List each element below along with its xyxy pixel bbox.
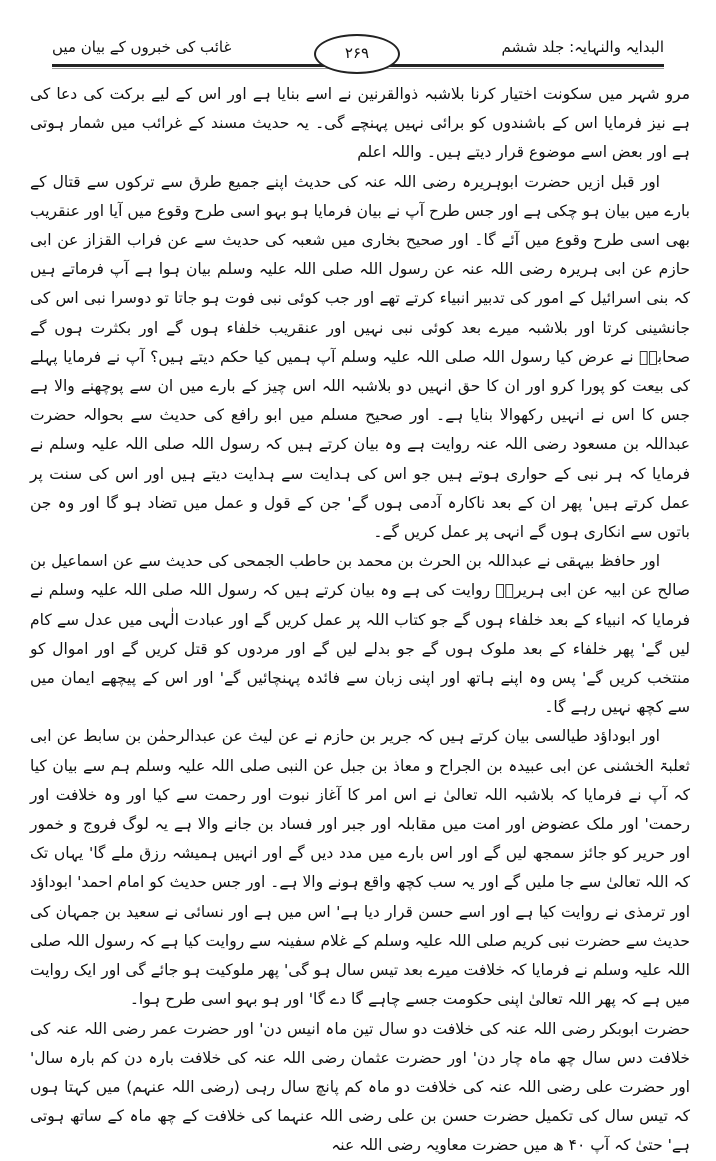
section-title: غائب کی خبروں کے بیان میں xyxy=(52,38,232,56)
page-body xyxy=(30,80,690,1161)
paragraph: اور حافظ بیہقی نے عبداللہ بن الحرث بن محمد بن حاطب الجمحی کی حدیث سے عن اسماعیل بن صالح عن ابیہ عن ابی ہریرہؓ روایت کی ہے وہ بیان کرتے ہیں کہ رسول اللہ صلی اللہ علیہ وسلم نے فرمایا کہ انبیاء کے بعد خلفاء ہوں گے جو کتاب اللہ پر عمل کریں گے اور عبادت الٰہی میں عدل سے کام لیں گے' پھر خلفاء کے بعد ملوک ہوں گے جو بدلے لیں گے اور مردوں کو قتل کریں گے اور اموال کو منتخب کریں گے' پس وہ اپنے ہاتھ اور اپنی زبان سے فائدہ پہنچائیں گے' اور اس کے پیچھے ایمان میں سے کچھ نہیں رہے گا۔ xyxy=(30,552,690,717)
paragraph: اور قبل ازیں حضرت ابوہریرہ رضی اللہ عنہ کی حدیث اپنے جمیع طرق سے ترکوں سے قتال کے بارے میں بیان ہو چکی ہے اور جس طرح آپ نے بیان فرمایا ہو بہو اسی طرح وقوع میں آیا اور عنقریب بھی اسی طرح وقوع میں آئے گا۔ اور صحیح بخاری میں شعبہ کی حدیث سے عن فراب القزاز عن ابی حازم عن ابی ہریرہ رضی اللہ عنہ عن رسول اللہ صلی اللہ علیہ وسلم بیان ہوا ہے آپ فرماتے ہیں کہ بنی اسرائیل کے امور کی تدبیر انبیاء کرتے تھے اور جب کوئی نبی فوت ہو جاتا تو دوسرا نبی اس کی جانشینی کرتا اور بلاشبہ میرے بعد کوئی نبی نہیں اور عنقریب خلفاء ہوں گے اور بکثرت ہوں گے صحابہؓ نے عرض کیا رسول اللہ صلی اللہ علیہ وسلم آپ ہمیں کیا حکم دیتے ہیں؟ آپ نے فرمایا پہلے کی بیعت کو پورا کرو اور ان کا حق انہیں دو بلاشبہ اللہ اس چیز کے بارے میں ان سے پوچھنے والا ہے جس کا اس نے انہیں رکھوالا بنایا ہے۔ اور صحیح مسلم میں ابو رافع کی حدیث سے بحوالہ حضرت عبداللہ بن مسعود رضی اللہ عنہ روایت ہے وہ بیان کرتے ہیں کہ رسول اللہ صلی اللہ علیہ وسلم نے فرمایا کہ ہر نبی کے حواری ہوتے ہیں جو اس کی ہدایت سے ہدایت دیتے ہیں اور اس کی سنت پر عمل کرتے ہیں' پھر ان کے بعد ناکارہ آدمی ہوں گے' جن کے قول و عمل میں تضاد ہو گا اور وہ جن باتوں سے انکاری ہوں گے انہی پر عمل کریں گے۔ xyxy=(30,172,691,542)
page-header xyxy=(52,34,664,70)
page-number: ۲۶۹ xyxy=(314,34,400,74)
paragraph: مرو شہر میں سکونت اختیار کرنا بلاشبہ ذوالقرنین نے اسے بنایا ہے اور اس کے لیے برکت کی دعا کی ہے نیز فرمایا اس کے باشندوں کو برائی نہیں پہنچے گی۔ یہ حدیث مسند کے غرائب میں شمار ہوتی ہے اور بعض اسے موضوع قرار دیتے ہیں۔ واللہ اعلم xyxy=(30,85,690,162)
paragraph: اور ابوداؤد طیالسی بیان کرتے ہیں کہ جریر بن حازم نے عن لیث عن عبدالرحمٰن بن سابط عن ابی ثعلبۃ الخشنی عن ابی عبیدہ بن الجراح و معاذ بن جبل عن النبی صلی اللہ علیہ وسلم ہم سے بیان کیا کہ آپ نے فرمایا کہ بلاشبہ اللہ تعالیٰ نے اس امر کا آغاز نبوت اور رحمت سے کیا اور وہ خلافت اور رحمت' اور ملک عضوض اور امت میں مقابلہ اور جبر اور فساد بن جانے والا ہے یہ لوگ فروج و خمور اور حریر کو جائز سمجھ لیں گے اور اس بارے میں مدد دیں گے اور انہیں ہمیشہ رزق ملے گا' یہاں تک کہ اللہ تعالیٰ سے جا ملیں گے اور یہ سب کچھ واقع ہونے والا ہے۔ اور جس حدیث کو امام احمد' ابوداؤد اور ترمذی نے روایت کیا ہے اور اسے حسن قرار دیا ہے' اس میں ہے اور نسائی نے سعید بن جمہان کی حدیث سے حضرت نبی کریم صلی اللہ علیہ وسلم کے غلام سفینہ سے روایت کیا ہے کہ رسول اللہ صلی اللہ علیہ وسلم نے فرمایا کہ خلافت میرے بعد تیس سال ہو گی' پھر ملوکیت ہو جائے گی اور ایک روایت میں ہے کہ پھر اللہ تعالیٰ اپنی حکومت جسے چاہے گا دے گا' اور ہو بہو اسی طرح ہوا۔ xyxy=(30,727,690,1009)
book-title: البدایہ والنہایہ: جلد ششم xyxy=(501,38,664,56)
paragraph: حضرت ابوبکر رضی اللہ عنہ کی خلافت دو سال تین ماہ انیس دن' اور حضرت عمر رضی اللہ عنہ کی خلافت دس سال چھ ماہ چار دن' اور حضرت عثمان رضی اللہ عنہ کی خلافت بارہ دن کم بارہ سال' اور حضرت علی رضی اللہ عنہ کی خلافت دو ماہ کم پانچ سال رہی (رضی اللہ عنہم) میں کہتا ہوں کہ تیس سال کی تکمیل حضرت حسن بن علی رضی اللہ عنہما کی خلافت کے چھ ماہ کے ساتھ ہوتی ہے' حتیٰ کہ آپ ۴۰ ھ میں حضرت معاویہ رضی اللہ عنہ xyxy=(30,1019,690,1155)
